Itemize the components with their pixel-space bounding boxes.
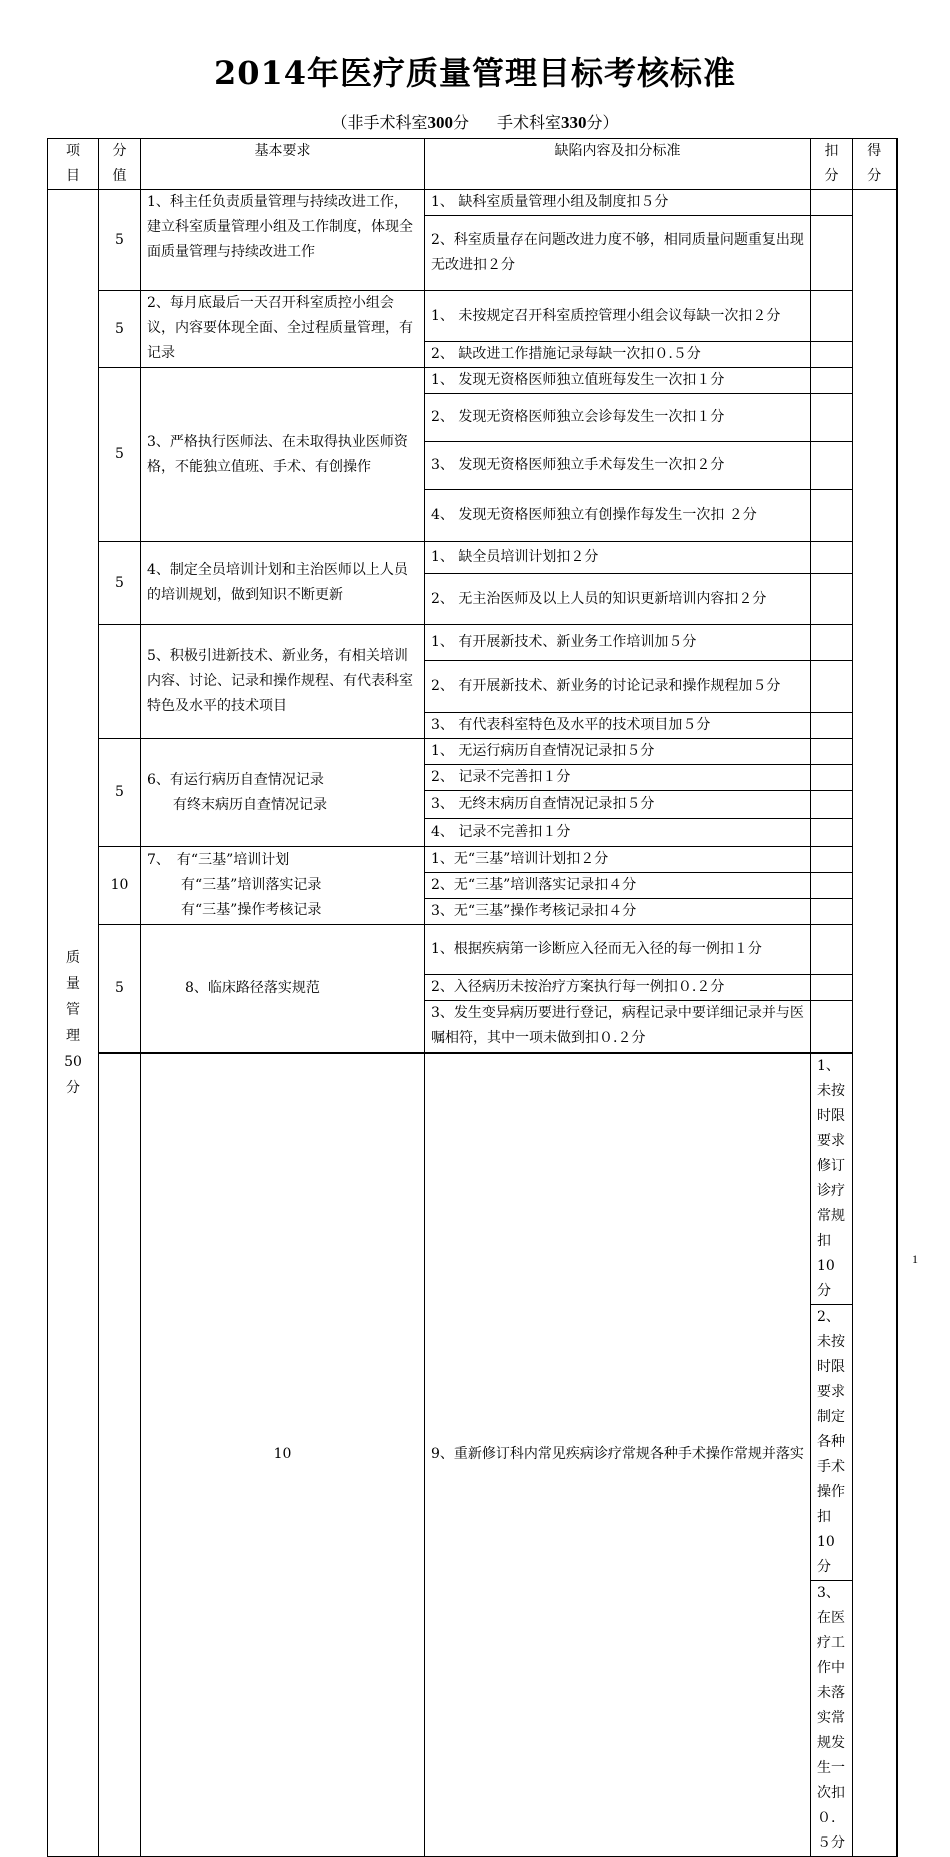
deficiency-item: 3、在医疗工作中未落实常规发生一次扣０.５分 [811,1580,853,1856]
table-row [48,739,897,765]
deduct-cell [811,542,853,574]
score-cell: 5 [99,368,141,542]
deficiency-item: 1、 未按规定召开科室质控管理小组会议每缺一次扣２分 [425,291,811,342]
deficiency-item: 2、 无主治医师及以上人员的知识更新培训内容扣２分 [425,574,811,625]
deduct-cell [811,625,853,661]
score-cell: 5 [99,739,141,847]
table-row [48,847,897,873]
deficiency-item: 4、 记录不完善扣１分 [425,819,811,847]
deduct-cell [811,574,853,625]
deficiency-item: 3、 发现无资格医师独立手术每发生一次扣２分 [425,442,811,490]
requirement-cell [141,847,425,925]
deficiency-item: 3、发生变异病历要进行登记，病程记录中要详细记录并与医嘱相符，其中一项未做到扣０.２分 [425,1001,811,1053]
table-row [48,625,897,661]
deduct-cell [811,1001,853,1053]
page-number: 1 [912,1252,918,1266]
deficiency-item: 2、未按时限要求制定各种手术操作扣10分 [811,1304,853,1580]
deficiency-item: 2、无“三基”培训落实记录扣４分 [425,873,811,899]
requirement-cell: 9、重新修订科内常见疾病诊疗常规各种手术操作常规并落实 [425,1053,811,1857]
deficiency-item: 2、入径病历未按治疗方案执行每一例扣０.２分 [425,975,811,1001]
deficiency-item: 1、 无运行病历自查情况记录扣５分 [425,739,811,765]
requirement-cell: 2、每月底最后一天召开科室质控小组会议，内容要体现全面、全过程质量管理，有记录 [141,291,425,368]
category-cell: 质 量 管 理 50 分 [48,190,99,1857]
header-deduct: 扣 分 [811,139,853,190]
header-requirement: 基本要求 [141,139,425,190]
deduct-cell [811,847,853,873]
score-cell: 5 [99,542,141,625]
requirement-cell: 8、临床路径落实规范 [141,925,425,1053]
deduct-cell [811,216,853,291]
deficiency-item: 2、 记录不完善扣１分 [425,765,811,791]
deduct-cell [811,791,853,819]
requirement-line: 有终末病历自查情况记录 [173,796,327,813]
requirement-cell: 4、制定全员培训计划和主治医师以上人员的培训规划，做到知识不断更新 [141,542,425,625]
surgical-score: 330 [561,113,587,132]
deduct-cell [811,490,853,542]
subtitle-unit: 分 [452,113,469,132]
requirement-line: 6、有运行病历自查情况记录 [147,771,324,788]
deduct-cell [811,899,853,925]
deficiency-item: 1、无“三基”培训计划扣２分 [425,847,811,873]
deficiency-item: 1、根据疾病第一诊断应入径而无入径的每一例扣１分 [425,925,811,975]
table-row [48,190,897,216]
nonsurgical-score: 300 [427,113,453,132]
deficiency-item: 1、 有开展新技术、新业务工作培训加５分 [425,625,811,661]
deficiency-item: 3、无“三基”操作考核记录扣４分 [425,899,811,925]
requirement-line: 有“三基”培训落实记录 [181,877,322,893]
deduct-cell [811,713,853,739]
surgical-label: 手术科室 [497,113,562,132]
requirement-cell [141,739,425,847]
deficiency-item: 1、未按时限要求修订诊疗常规扣10分 [811,1053,853,1305]
score-cell: 5 [99,925,141,1053]
deficiency-item: 2、 有开展新技术、新业务的讨论记录和操作规程加５分 [425,661,811,713]
deduct-cell [811,975,853,1001]
deficiency-item: 3、 有代表科室特色及水平的技术项目加５分 [425,713,811,739]
table-row [48,542,897,574]
deduct-cell [811,765,853,791]
deduct-cell [811,342,853,368]
score-cell: 5 [99,190,141,291]
category-cell-empty [99,1053,141,1857]
table-row [48,925,897,975]
page-subtitle [0,110,950,133]
deduct-cell [811,442,853,490]
header-item: 项 目 [48,139,99,190]
deduct-cell [811,661,853,713]
requirement-cell: 5、积极引进新技术、新业务，有相关培训内容、讨论、记录和操作规程、有代表科室特色及水平的技术项目 [141,625,425,739]
got-cell [853,190,897,1857]
subtitle-open: （非手术科室 [331,113,428,132]
score-cell: 10 [99,847,141,925]
deduct-cell [811,873,853,899]
requirement-cell: 1、科主任负责质量管理与持续改进工作，建立科室质量管理小组及工作制度，体现全面质量管理与持续改进工作 [141,190,425,291]
deficiency-item: 1、 缺科室质量管理小组及制度扣５分 [425,190,811,216]
deduct-cell [811,368,853,394]
deduct-cell [811,291,853,342]
deficiency-item: 4、 发现无资格医师独立有创操作每发生一次扣 ２分 [425,490,811,542]
requirement-line: 有“三基”操作考核记录 [181,902,322,918]
score-cell: 5 [99,291,141,368]
table-row [48,368,897,394]
score-cell [99,625,141,739]
assessment-table [47,138,898,1857]
requirement-line: 7、 有“三基”培训计划 [147,852,290,868]
deduct-cell [811,739,853,765]
deficiency-item: 1、 缺全员培训计划扣２分 [425,542,811,574]
header-deficiency: 缺陷内容及扣分标准 [425,139,811,190]
deficiency-item: 2、 发现无资格医师独立会诊每发生一次扣１分 [425,394,811,442]
deficiency-item: 2、科室质量存在问题改进力度不够，相同质量问题重复出现无改进扣２分 [425,216,811,291]
header-got: 得 分 [853,139,897,190]
requirement-cell: 3、严格执行医师法、在未取得执业医师资格，不能独立值班、手术、有创操作 [141,368,425,542]
deficiency-item: 2、 缺改进工作措施记录每缺一次扣０.５分 [425,342,811,368]
deduct-cell [811,925,853,975]
subtitle-close: 分） [586,113,619,132]
page-title: 2014年医疗质量管理目标考核标准 [213,54,737,92]
table-header-row [48,139,897,190]
deduct-cell [811,190,853,216]
header-score: 分 值 [99,139,141,190]
deduct-cell [811,819,853,847]
deficiency-item: 1、 发现无资格医师独立值班每发生一次扣１分 [425,368,811,394]
deduct-cell [811,394,853,442]
score-cell: 10 [141,1053,425,1857]
table-row [48,291,897,342]
table-row [48,1053,897,1305]
deficiency-item: 3、 无终末病历自查情况记录扣５分 [425,791,811,819]
